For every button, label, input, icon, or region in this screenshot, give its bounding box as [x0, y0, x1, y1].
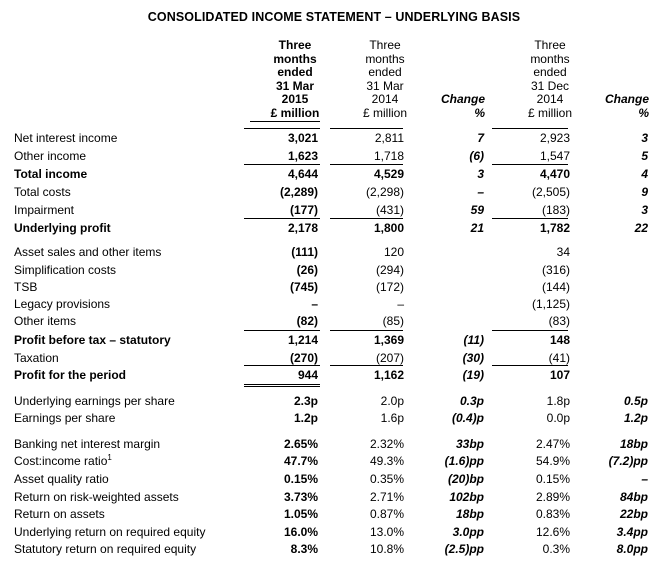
row-label-text: TSB: [14, 280, 38, 294]
cell-col-1: 16.0%: [283, 525, 318, 539]
cell-col-2: (85): [382, 314, 404, 328]
column-header-line: Three: [278, 38, 312, 52]
cell-col-1: (111): [291, 245, 318, 259]
row-label: [14, 202, 74, 220]
cell-col-3: 18bp: [455, 507, 484, 521]
column-header-3: [441, 93, 485, 120]
row-label: [14, 184, 71, 202]
column-header-unit: %: [474, 105, 485, 120]
table-row: [0, 453, 668, 471]
cell-col-5: 1.2p: [623, 411, 648, 425]
cell-col-5: 3: [641, 131, 648, 145]
underline-rule: [330, 128, 403, 129]
cell-col-2: 2,811: [374, 131, 404, 145]
cell-col-1: (2,289): [279, 185, 318, 199]
cell-col-1: 2.3p: [293, 394, 318, 408]
cell-col-5: 18bp: [619, 437, 648, 451]
column-header-line: 2014: [371, 92, 399, 107]
cell-col-2: 13.0%: [369, 525, 404, 539]
double-underline-rule: [244, 386, 320, 387]
row-label: [14, 393, 175, 411]
table-row: [0, 184, 668, 202]
cell-col-4: (316): [541, 263, 570, 277]
cell-col-4: 0.83%: [535, 507, 570, 521]
row-label-text: Total costs: [14, 185, 71, 199]
table-row: [0, 436, 668, 454]
column-header-line: Three: [369, 38, 401, 52]
underline-rule: [492, 128, 568, 129]
row-label-text: Underlying profit: [14, 221, 111, 235]
underline-rule: [244, 164, 320, 165]
row-label-text: Statutory return on required equity: [14, 542, 197, 556]
column-header-unit: %: [638, 105, 649, 120]
cell-col-4: (1,125): [531, 297, 570, 311]
row-label: [14, 524, 205, 542]
table-row: [0, 244, 668, 262]
column-header-line: Change: [440, 92, 485, 107]
cell-col-4: 148: [549, 333, 570, 347]
cell-col-5: 9: [641, 185, 648, 199]
cell-col-1: 2.65%: [283, 437, 318, 451]
row-label-text: Simplification costs: [14, 263, 117, 277]
row-label-text: Profit for the period: [14, 368, 126, 382]
underline-rule: [244, 128, 320, 129]
statement-title: CONSOLIDATED INCOME STATEMENT – UNDERLYING BASIS: [147, 10, 521, 24]
cell-col-1: 8.3%: [290, 542, 318, 556]
cell-col-4: 2.89%: [535, 490, 570, 504]
row-label-text: Return on assets: [14, 507, 105, 521]
cell-col-1: 1,623: [287, 149, 318, 163]
cell-col-3: 59: [470, 203, 484, 217]
cell-col-4: (2,505): [531, 185, 570, 199]
cell-col-3: (0.4)p: [451, 411, 484, 425]
row-label: [14, 471, 109, 489]
cell-col-3: (20)bp: [448, 472, 484, 486]
cell-col-1: 1.2p: [293, 411, 318, 425]
cell-col-1: 47.7%: [283, 454, 318, 468]
row-label: [14, 313, 76, 331]
cell-col-1: (26): [296, 263, 318, 277]
column-header-line: ended: [368, 65, 402, 80]
cell-col-3: 102bp: [449, 490, 484, 504]
cell-col-3: 21: [470, 221, 484, 235]
table-row: [0, 313, 668, 331]
cell-col-2: (172): [375, 280, 404, 294]
table-row: [0, 262, 668, 280]
cell-col-2: 49.3%: [369, 454, 404, 468]
cell-col-4: 2.47%: [535, 437, 570, 451]
underline-rule: [330, 365, 403, 366]
row-label-text: Other income: [14, 149, 87, 163]
row-label: [14, 130, 117, 148]
cell-col-4: 4,470: [539, 167, 570, 181]
cell-col-2: 0.35%: [369, 472, 404, 486]
cell-col-5: 8.0pp: [616, 542, 648, 556]
cell-col-4: (41): [548, 351, 570, 365]
column-header-unit: £ million: [362, 105, 407, 120]
underline-rule: [244, 384, 320, 385]
table-row: [0, 130, 668, 148]
cell-col-4: 34: [556, 245, 570, 259]
underline-rule: [492, 365, 568, 366]
table-row: [0, 332, 668, 350]
cell-col-5: –: [641, 472, 648, 486]
cell-col-4: (183): [541, 203, 570, 217]
cell-col-4: 1.8p: [546, 394, 570, 408]
cell-col-2: (431): [375, 203, 404, 217]
cell-col-1: 1.05%: [283, 507, 318, 521]
row-label: [14, 489, 179, 507]
column-header-line: 31 Mar: [366, 78, 404, 93]
row-label-text: Cost:income ratio: [14, 454, 108, 468]
table-row: [0, 489, 668, 507]
cell-col-1: 4,644: [287, 167, 318, 181]
table-row: [0, 367, 668, 385]
row-label-text: Legacy provisions: [14, 297, 111, 311]
footnote-marker: 1: [107, 453, 112, 462]
cell-col-3: (19): [462, 368, 484, 382]
row-label: [14, 262, 116, 280]
cell-col-4: 2,923: [539, 131, 570, 145]
row-label-text: Underlying return on required equity: [14, 525, 206, 539]
cell-col-1: 2,178: [287, 221, 318, 235]
column-header-unit: £ million: [270, 105, 320, 120]
cell-col-2: 2.32%: [369, 437, 404, 451]
row-label-text: Net interest income: [14, 131, 118, 145]
cell-col-4: 107: [549, 368, 570, 382]
row-label-text: Earnings per share: [14, 411, 116, 425]
column-header-line: 2014: [536, 92, 564, 107]
row-label: [14, 296, 110, 314]
column-header-line: 31 Mar: [275, 78, 315, 93]
column-header-line: 31 Dec: [530, 78, 570, 93]
row-label-text: Impairment: [14, 203, 75, 217]
row-label: [14, 332, 171, 350]
cell-col-3: (11): [463, 333, 484, 347]
cell-col-1: 1,214: [287, 333, 318, 347]
cell-col-5: 22bp: [619, 507, 648, 521]
table-row: [0, 410, 668, 428]
row-label-text: Banking net interest margin: [14, 437, 161, 451]
cell-col-4: 54.9%: [535, 454, 570, 468]
underline-rule: [244, 330, 320, 331]
cell-col-5: 4: [641, 167, 648, 181]
cell-col-2: 2.71%: [369, 490, 404, 504]
cell-col-3: 7: [477, 131, 484, 145]
underline-rule: [492, 218, 568, 219]
cell-col-1: (270): [289, 351, 318, 365]
row-label: [14, 506, 105, 524]
column-header-unit: £ million: [527, 105, 572, 120]
cell-col-2: 1,369: [373, 333, 404, 347]
cell-col-4: (144): [541, 280, 570, 294]
cell-col-3: (2.5)pp: [444, 542, 484, 556]
table-row: [0, 220, 668, 238]
cell-col-1: (177): [289, 203, 318, 217]
underline-rule: [330, 218, 403, 219]
cell-col-3: (1.6)pp: [444, 454, 484, 468]
table-row: [0, 279, 668, 297]
cell-col-5: (7.2)pp: [608, 454, 648, 468]
underline-rule: [330, 330, 403, 331]
table-row: [0, 296, 668, 314]
cell-col-2: 1,162: [373, 368, 404, 382]
row-label-text: Asset quality ratio: [14, 472, 109, 486]
cell-col-2: 4,529: [373, 167, 404, 181]
cell-col-2: 2.0p: [380, 394, 404, 408]
row-label: [14, 367, 126, 385]
column-header-4: [505, 39, 595, 121]
table-row: [0, 166, 668, 184]
header-underline-rule: [250, 121, 320, 122]
cell-col-2: 120: [383, 245, 404, 259]
table-row: [0, 148, 668, 166]
cell-col-2: 1,800: [373, 221, 404, 235]
column-header-line: Three: [534, 38, 566, 52]
cell-col-5: 3.4pp: [616, 525, 648, 539]
row-label-text: Other items: [14, 314, 77, 328]
column-header-line: Change: [604, 92, 649, 107]
cell-col-4: 0.0p: [546, 411, 570, 425]
cell-col-1: 0.15%: [283, 472, 318, 486]
underline-rule: [492, 164, 568, 165]
table-row: [0, 506, 668, 524]
underline-rule: [244, 365, 320, 366]
cell-col-4: 12.6%: [535, 525, 570, 539]
row-label: [14, 166, 87, 184]
row-label: [14, 148, 86, 166]
underline-rule: [330, 164, 403, 165]
row-label: [14, 410, 115, 428]
cell-col-4: 0.3%: [542, 542, 570, 556]
table-row: [0, 541, 668, 559]
cell-col-5: 84bp: [619, 490, 648, 504]
cell-col-3: (30): [462, 351, 484, 365]
cell-col-3: 0.3p: [459, 394, 484, 408]
cell-col-3: 33bp: [455, 437, 484, 451]
cell-col-1: (745): [289, 280, 318, 294]
table-row: [0, 471, 668, 489]
column-header-line: months: [365, 51, 405, 66]
column-header-line: 2015: [281, 92, 309, 107]
cell-col-1: 3.73%: [283, 490, 318, 504]
cell-col-2: 0.87%: [369, 507, 404, 521]
cell-col-1: 944: [297, 368, 318, 382]
row-label: [14, 453, 112, 471]
row-label-text: Asset sales and other items: [14, 245, 162, 259]
table-row: [0, 524, 668, 542]
row-label-text: Underlying earnings per share: [14, 394, 175, 408]
column-header-line: ended: [533, 65, 567, 80]
row-label-text: Total income: [14, 167, 88, 181]
row-label: [14, 244, 161, 262]
table-row: [0, 202, 668, 220]
row-label: [14, 350, 59, 368]
cell-col-5: 22: [634, 221, 648, 235]
cell-col-2: –: [397, 297, 404, 311]
cell-col-2: (294): [375, 263, 404, 277]
row-label: [14, 541, 196, 559]
column-header-5: [605, 93, 649, 120]
row-label-text: Return on risk-weighted assets: [14, 490, 179, 504]
cell-col-5: 0.5p: [623, 394, 648, 408]
cell-col-5: 3: [641, 203, 648, 217]
row-label: [14, 220, 111, 238]
row-label: [14, 279, 37, 297]
column-header-2: [340, 39, 430, 121]
cell-col-4: 0.15%: [535, 472, 570, 486]
cell-col-3: (6): [469, 149, 484, 163]
cell-col-4: 1,782: [539, 221, 570, 235]
column-header-1: [250, 39, 340, 121]
cell-col-4: 1,547: [539, 149, 570, 163]
underline-rule: [492, 330, 568, 331]
cell-col-1: –: [311, 297, 318, 311]
cell-col-5: 5: [641, 149, 648, 163]
cell-col-4: (83): [548, 314, 570, 328]
cell-col-2: (207): [375, 351, 404, 365]
cell-col-3: –: [477, 185, 484, 199]
cell-col-2: 1,718: [373, 149, 404, 163]
column-header-line: months: [530, 51, 570, 66]
cell-col-3: 3: [477, 167, 484, 181]
row-label-text: Taxation: [14, 351, 59, 365]
cell-col-2: 1.6p: [380, 411, 404, 425]
cell-col-2: (2,298): [365, 185, 404, 199]
cell-col-3: 3.0pp: [452, 525, 484, 539]
cell-col-1: (82): [296, 314, 318, 328]
cell-col-2: 10.8%: [369, 542, 404, 556]
cell-col-1: 3,021: [287, 131, 318, 145]
row-label-text: Profit before tax – statutory: [14, 333, 171, 347]
column-header-line: ended: [277, 65, 313, 80]
row-label: [14, 436, 160, 454]
table-row: [0, 393, 668, 411]
column-header-line: months: [273, 51, 317, 66]
underline-rule: [244, 218, 320, 219]
